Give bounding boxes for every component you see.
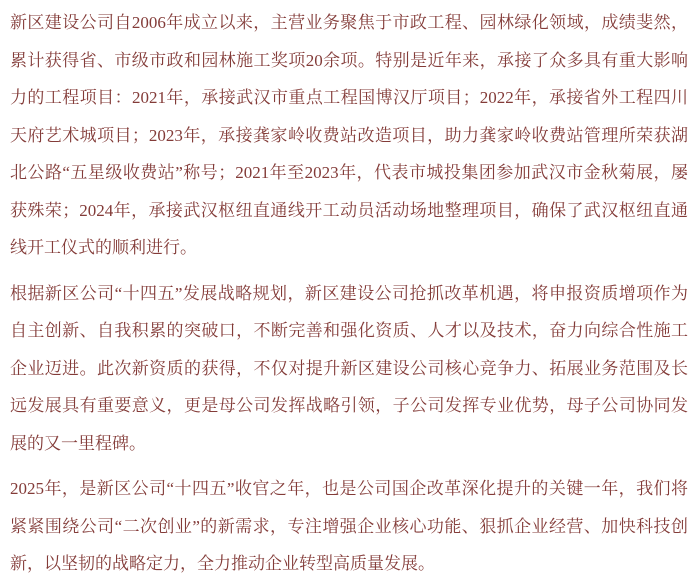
paragraph-2025-outlook: 2025年，是新区公司“十四五”收官之年，也是公司国企改革深化提升的关键一年，我们将紧紧围绕公司“二次创业”的新需求，专注增强企业核心功能、狠抓企业经营、加快科技创新，以坚韧的战略定力，全力推动企业转型高质量发展。 xyxy=(10,479,688,573)
paragraph-company-history: 新区建设公司自2006年成立以来，主营业务聚焦于市政工程、园林绿化领域，成绩斐然，累计获得省、市级市政和园林施工奖项20余项。特别是近年来，承接了众多具有重大影响力的工程项目：2021年，承接武汉市重点工程国博汉厅项目；2022年，承接省外工程四川天府艺术城项目；2023年，承接龚家岭收费站改造项目，助力龚家岭收费站管理所荣获湖北公路“五星级收费站”称号；2021年至2023年，代表市城投集团参加武汉市金秋菊展，屡获殊荣；2024年，承接武汉枢纽直通线开工动员活动场地整理项目，确保了武汉枢纽直通线开工仪式的顺利进行。 xyxy=(10,13,688,257)
paragraph-strategy-plan: 根据新区公司“十四五”发展战略规划，新区建设公司抢抓改革机遇，将申报资质增项作为自主创新、自我积累的突破口，不断完善和强化资质、人才以及技术，奋力向综合性施工企业迈进。此次新资质的获得，不仅对提升新区建设公司核心竞争力、拓展业务范围及长远发展具有重要意义，更是母公司发挥战略引领，子公司发挥专业优势，母子公司协同发展的又一里程碑。 xyxy=(10,283,688,453)
